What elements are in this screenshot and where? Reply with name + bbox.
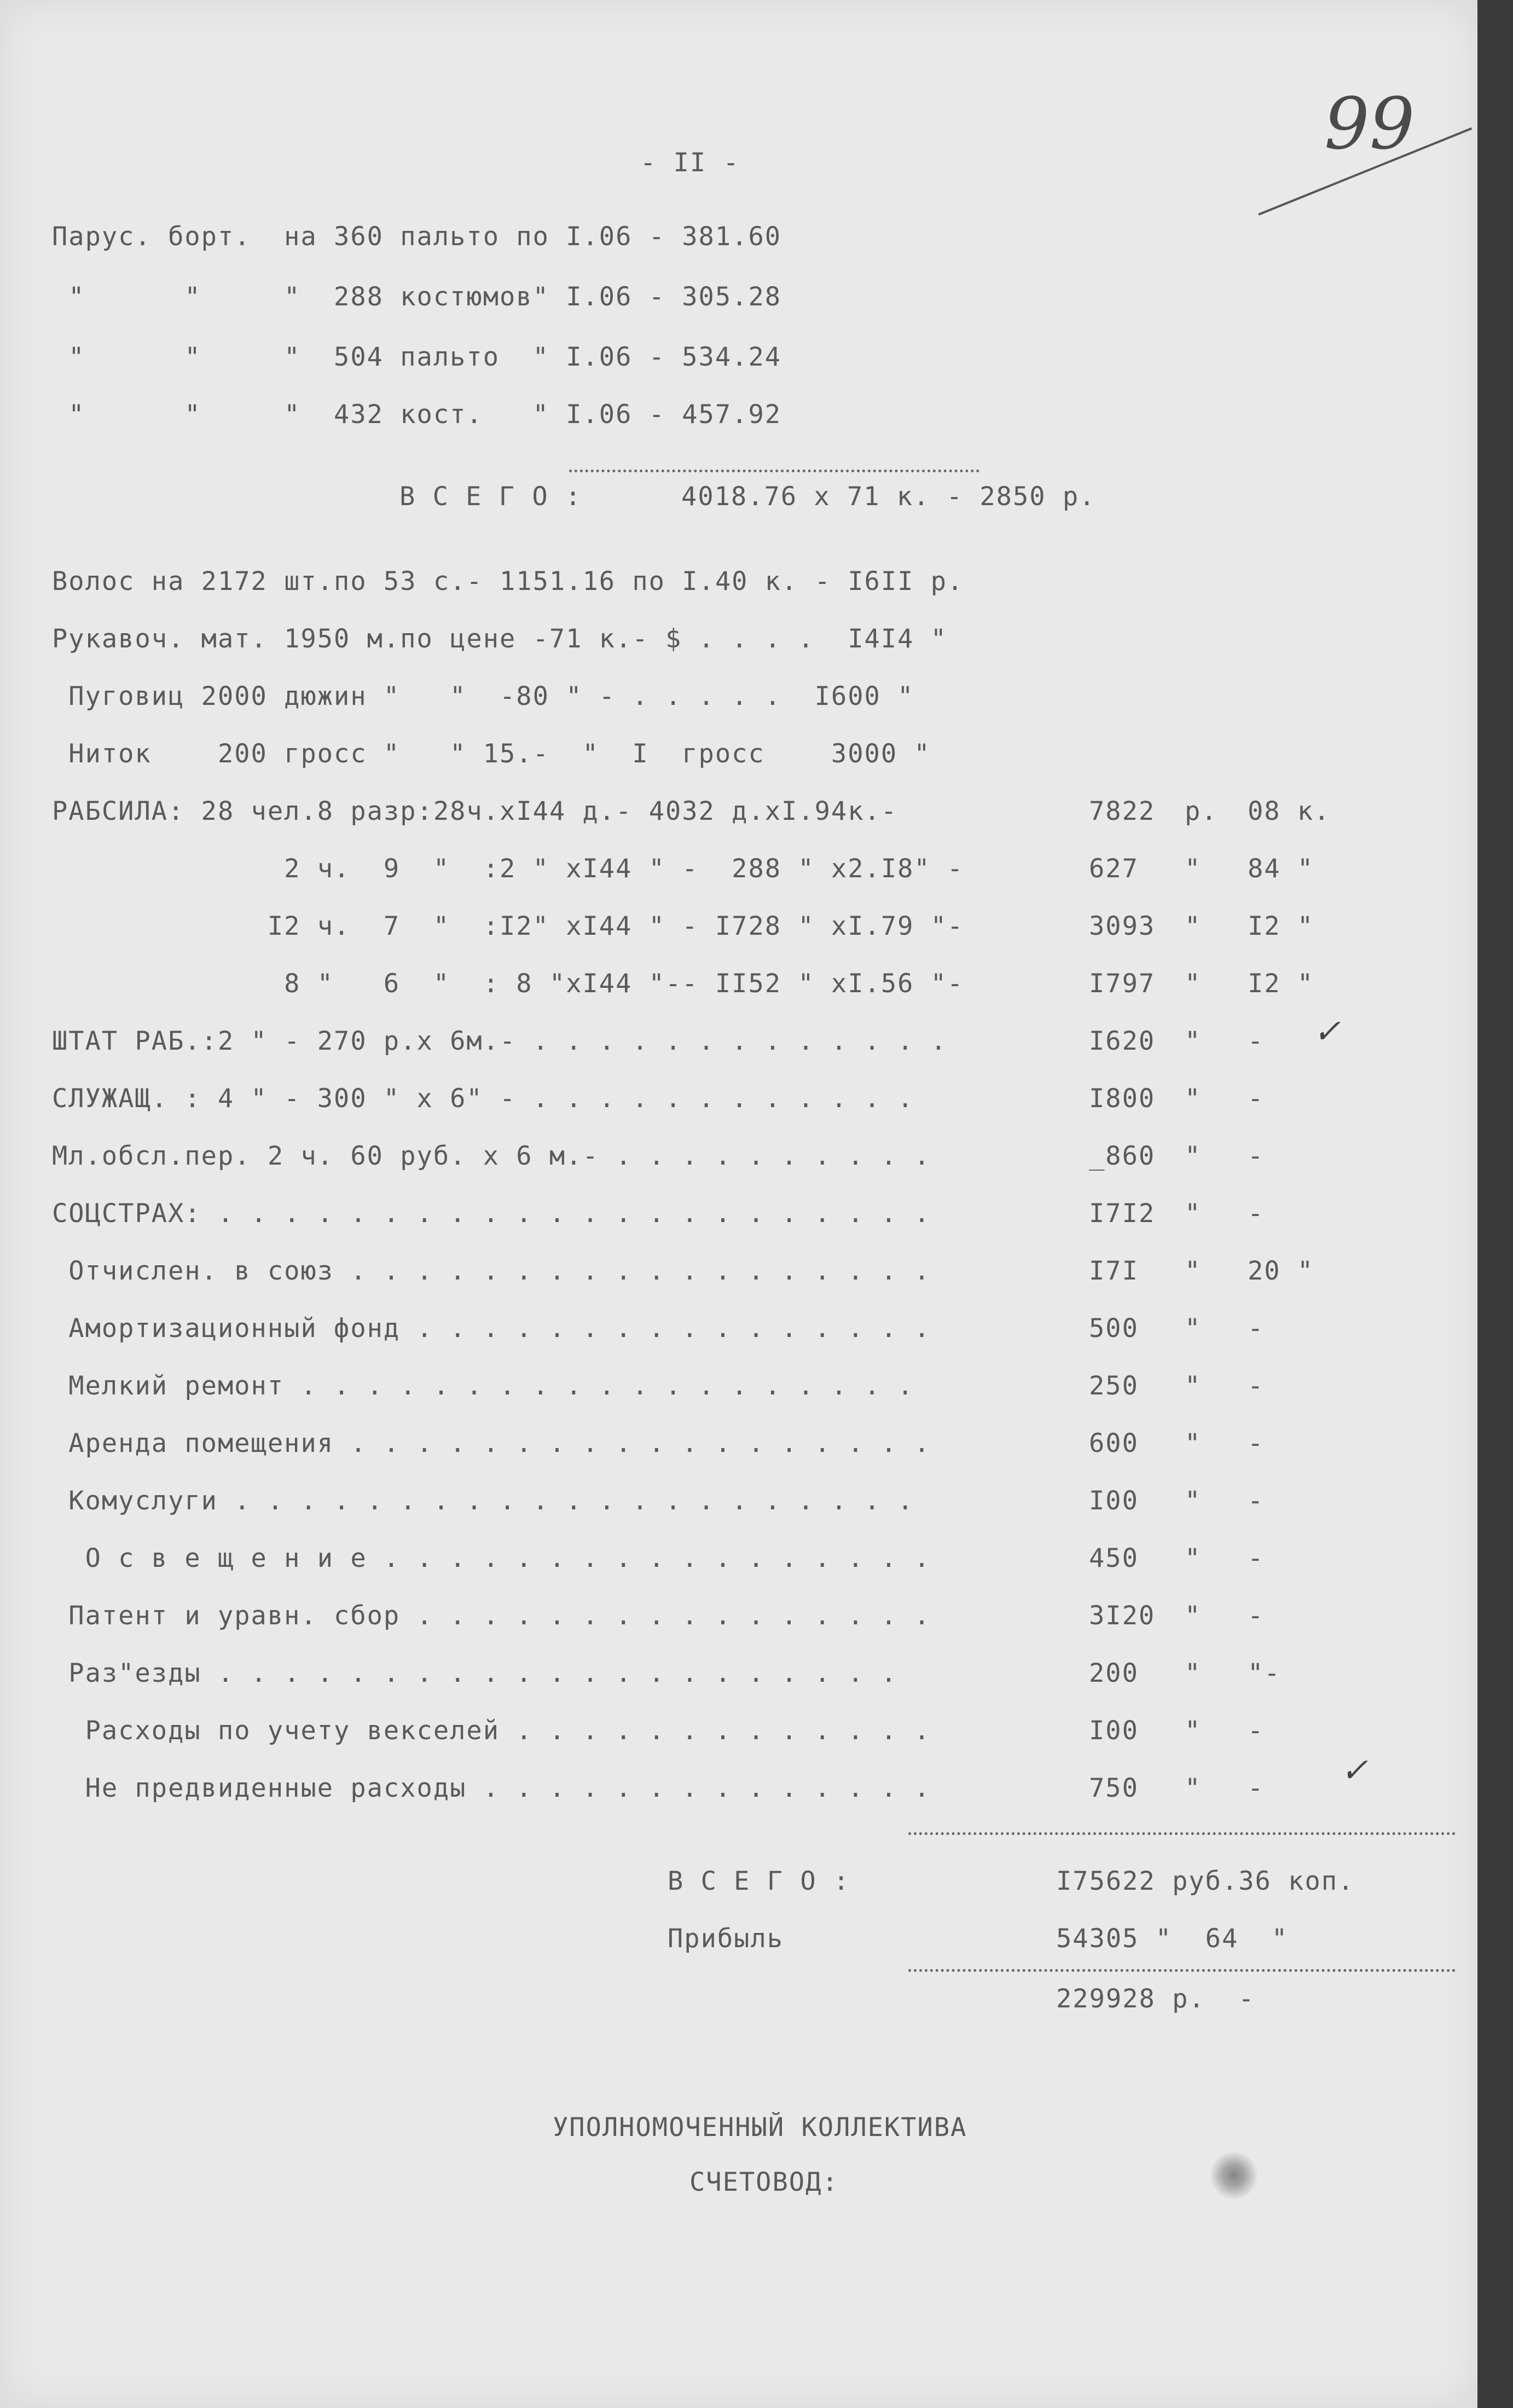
table-row-kopecks: - [1248, 1199, 1265, 1229]
table-row-unit: " [1185, 1084, 1202, 1114]
table-row-rubles: 200 [1089, 1658, 1139, 1688]
table-row-unit: " [1185, 1601, 1202, 1631]
table-row-unit: " [1185, 1773, 1202, 1803]
table-row-description: I2 ч. 7 " :I2" хI44 " - I728 " хI.79 "- [52, 911, 964, 941]
profit-label: Прибыль [668, 1924, 784, 1954]
table-row-description: Расходы по учету векселей . . . . . . . . . . . . . [52, 1716, 931, 1746]
line-glove-material: Рукавоч. мат. 1950 м.по цене -71 к.- $ . . . . I4I4 " [52, 624, 948, 654]
table-row-description: Комуслуги . . . . . . . . . . . . . . . . . . . . . [52, 1486, 914, 1516]
table-row-unit: " [1185, 1199, 1202, 1229]
table-row-description: 8 " 6 " : 8 "хI44 "-- II52 " хI.56 "- [52, 969, 964, 999]
table-row-kopecks: - [1248, 1716, 1265, 1746]
table-row-description: Отчислен. в союз . . . . . . . . . . . . . . . . . . [52, 1256, 931, 1286]
table-row-unit: " [1185, 1313, 1202, 1344]
table-row-description: Мелкий ремонт . . . . . . . . . . . . . . . . . . . [52, 1371, 914, 1401]
line-sailcloth-1: Парус. борт. на 360 пальто по I.06 - 381.60 [52, 222, 782, 252]
table-row-description: Мл.обсл.пер. 2 ч. 60 руб. х 6 м.- . . . . . . . . . . [52, 1141, 931, 1171]
table-row-description: СОЦСТРАХ: . . . . . . . . . . . . . . . . . . . . . . [52, 1199, 931, 1229]
table-row-rubles: 450 [1089, 1543, 1139, 1573]
profit-value: 54305 " 64 " [1056, 1924, 1289, 1954]
total-label: В С Е Г О : [668, 1866, 850, 1896]
table-row-kopecks: - [1248, 1084, 1265, 1114]
table-row-rubles: 3093 [1089, 911, 1156, 941]
table-row-rubles: 500 [1089, 1313, 1139, 1344]
table-row-unit: " [1185, 1716, 1202, 1746]
check-mark-2: ✓ [1341, 1751, 1369, 1790]
table-row-rubles: I797 [1089, 969, 1156, 999]
table-row-kopecks: - [1248, 1601, 1265, 1631]
line-sailcloth-2: " " " 288 костюмов" I.06 - 305.28 [52, 282, 782, 312]
subtotal-rule [569, 470, 979, 472]
table-row-kopecks: 08 к. [1248, 796, 1331, 826]
table-row-unit: " [1185, 969, 1202, 999]
total-line-1: В С Е Г О : 4018.76 х 71 к. - 2850 р. [399, 482, 1096, 512]
table-row-unit: " [1185, 1371, 1202, 1401]
table-row-description: Патент и уравн. сбор . . . . . . . . . . . . . . . . [52, 1601, 931, 1631]
table-row-kopecks: I2 " [1248, 911, 1314, 941]
table-row-unit: " [1185, 1543, 1202, 1573]
table-row-kopecks: - [1248, 1773, 1265, 1803]
accountant-signature-label: СЧЕТОВОД: [689, 2167, 839, 2197]
table-row-description: РАБСИЛА: 28 чел.8 разр:28ч.хI44 д.- 4032 д.хI.94к.- [52, 796, 898, 826]
table-row-unit: " [1185, 1428, 1202, 1458]
table-row-unit: " [1185, 1256, 1202, 1286]
table-row-rubles: 3I20 [1089, 1601, 1156, 1631]
table-row-rubles: I620 [1089, 1026, 1156, 1056]
table-row-unit: " [1185, 1026, 1202, 1056]
table-row-unit: р. [1185, 796, 1218, 826]
line-sailcloth-4: " " " 432 кост. " I.06 - 457.92 [52, 400, 782, 430]
ink-stamp [1209, 2151, 1259, 2200]
table-row-description: Раз"езды . . . . . . . . . . . . . . . . . . . . . [52, 1658, 898, 1688]
table-row-rubles: 600 [1089, 1428, 1139, 1458]
line-thread: Ниток 200 гросс " " 15.- " I гросс 3000 " [52, 739, 931, 769]
table-row-unit: " [1185, 1486, 1202, 1516]
table-row-rubles: I7I2 [1089, 1199, 1156, 1229]
authorized-signature-label: УПОЛНОМОЧЕННЫЙ КОЛЛЕКТИВА [553, 2112, 967, 2143]
table-row-rubles: 250 [1089, 1371, 1139, 1401]
table-row-unit: " [1185, 854, 1202, 884]
table-row-rubles: I00 [1089, 1486, 1139, 1516]
grand-total-rule [908, 1969, 1456, 1972]
table-row-rubles: I00 [1089, 1716, 1139, 1746]
line-buttons: Пуговиц 2000 дюжин " " -80 " - . . . . . I600 " [52, 681, 914, 711]
page-number: - II - [640, 148, 740, 178]
table-row-kopecks: - [1248, 1371, 1265, 1401]
table-row-rubles: I800 [1089, 1084, 1156, 1114]
table-row-description: Не предвиденные расходы . . . . . . . . . . . . . . [52, 1773, 931, 1803]
table-row-kopecks: - [1248, 1026, 1265, 1056]
table-row-description: Амортизационный фонд . . . . . . . . . . . . . . . . [52, 1313, 931, 1344]
table-row-kopecks: I2 " [1248, 969, 1314, 999]
line-sailcloth-3: " " " 504 пальто " I.06 - 534.24 [52, 342, 782, 372]
table-row-description: О с в е щ е н и е . . . . . . . . . . . . . . . . . [52, 1543, 931, 1573]
total-value: I75622 руб.36 коп. [1056, 1866, 1355, 1896]
table-row-kopecks: - [1248, 1543, 1265, 1573]
table-row-kopecks: - [1248, 1313, 1265, 1344]
table-row-kopecks: "- [1248, 1658, 1281, 1688]
table-row-rubles: I7I [1089, 1256, 1139, 1286]
table-row-description: Аренда помещения . . . . . . . . . . . . . . . . . . [52, 1428, 931, 1458]
table-row-kopecks: - [1248, 1486, 1265, 1516]
table-row-rubles: 7822 [1089, 796, 1156, 826]
check-mark-1: ✓ [1313, 1012, 1341, 1051]
table-row-rubles: 750 [1089, 1773, 1139, 1803]
total-rule [908, 1832, 1456, 1835]
table-row-kopecks: 20 " [1248, 1256, 1314, 1286]
table-row-rubles: 627 [1089, 854, 1139, 884]
folio-number: 99 [1324, 82, 1415, 165]
table-row-description: 2 ч. 9 " :2 " хI44 " - 288 " х2.I8" - [52, 854, 964, 884]
table-row-rubles: _860 [1089, 1141, 1156, 1171]
line-hair: Волос на 2172 шт.по 53 с.- 1151.16 по I.40 к. - I6II р. [52, 566, 964, 597]
table-row-kopecks: - [1248, 1428, 1265, 1458]
table-row-unit: " [1185, 1658, 1202, 1688]
table-row-unit: " [1185, 911, 1202, 941]
table-row-description: ШТАТ РАБ.:2 " - 270 р.х 6м.- . . . . . . . . . . . . . [52, 1026, 948, 1056]
table-row-kopecks: 84 " [1248, 854, 1314, 884]
table-row-kopecks: - [1248, 1141, 1265, 1171]
grand-total: 229928 р. - [1056, 1984, 1255, 2014]
table-row-description: СЛУЖАЩ. : 4 " - 300 " х 6" - . . . . . . . . . . . . [52, 1084, 914, 1114]
table-row-unit: " [1185, 1141, 1202, 1171]
